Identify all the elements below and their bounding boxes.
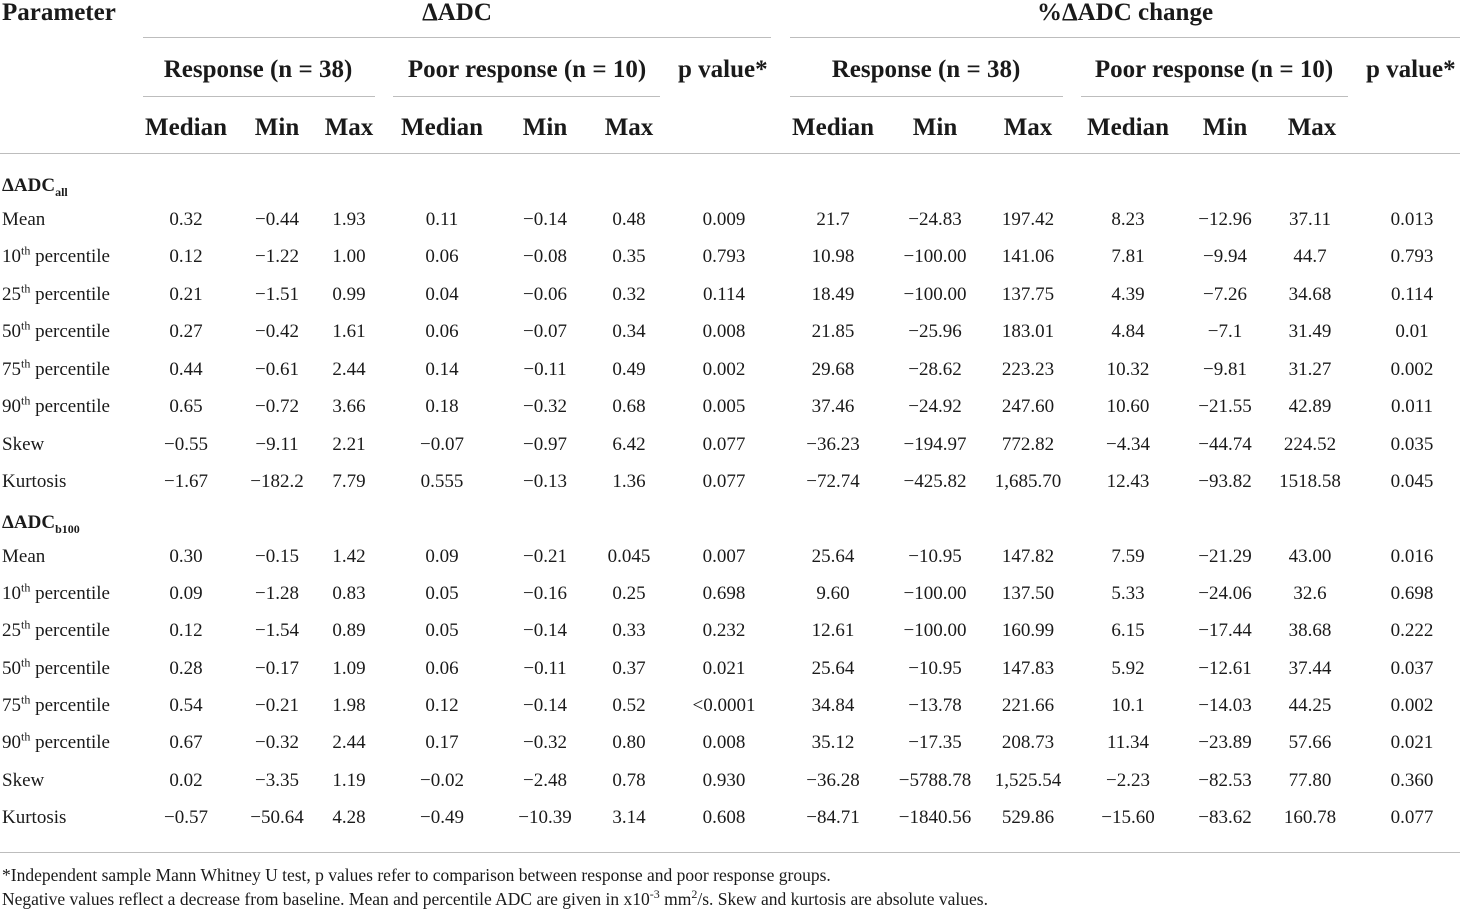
table-cell: 3.14 bbox=[612, 807, 646, 828]
parameter-header: Parameter bbox=[2, 0, 116, 26]
table-cell: 0.05 bbox=[425, 583, 459, 604]
table-cell: −21.29 bbox=[1198, 546, 1252, 567]
table-cell: 2.44 bbox=[332, 732, 366, 753]
table-cell: 0.48 bbox=[612, 209, 646, 230]
table-cell: 0.21 bbox=[169, 284, 203, 305]
table-cell: −10.39 bbox=[518, 807, 572, 828]
table-cell: 1.42 bbox=[332, 546, 366, 567]
table-cell: −0.07 bbox=[523, 321, 567, 342]
table-cell: 12.43 bbox=[1106, 471, 1150, 492]
table-cell: −25.96 bbox=[908, 321, 962, 342]
table-cell: 1518.58 bbox=[1279, 471, 1341, 492]
table-cell: 42.89 bbox=[1288, 396, 1332, 417]
table-cell: 35.12 bbox=[811, 732, 855, 753]
section-title-adc-b100: $\Delta ADC_{b100}$ bbox=[2, 512, 80, 536]
table-cell: 1.93 bbox=[332, 209, 366, 230]
table-cell: 0.114 bbox=[702, 284, 746, 305]
table-cell: 21.7 bbox=[816, 209, 850, 230]
table-cell: 0.077 bbox=[702, 471, 746, 492]
table-cell: 0.09 bbox=[425, 546, 459, 567]
table-cell: −0.61 bbox=[255, 359, 299, 380]
row-label: 50th percentile bbox=[2, 318, 110, 342]
table-cell: 224.52 bbox=[1283, 434, 1337, 455]
table-cell: 183.01 bbox=[1001, 321, 1055, 342]
table-cell: −0.14 bbox=[523, 620, 567, 641]
table-cell: 0.17 bbox=[425, 732, 459, 753]
table-cell: −425.82 bbox=[903, 471, 967, 492]
table-cell: −23.89 bbox=[1198, 732, 1252, 753]
table-cell: 0.008 bbox=[702, 732, 746, 753]
adc-response-header: Response (n = 38) bbox=[163, 56, 353, 83]
table-cell: 0.016 bbox=[1390, 546, 1434, 567]
table-cell: −14.03 bbox=[1198, 695, 1252, 716]
table-cell: 10.60 bbox=[1106, 396, 1150, 417]
table-cell: −0.49 bbox=[420, 807, 464, 828]
table-cell: 0.360 bbox=[1390, 770, 1434, 791]
table-cell: 147.83 bbox=[1001, 658, 1055, 679]
table-cell: 0.12 bbox=[425, 695, 459, 716]
table-cell: −3.35 bbox=[255, 770, 299, 791]
col-header-min: Min bbox=[912, 114, 958, 141]
row-label: Mean bbox=[2, 209, 46, 230]
table-cell: 0.33 bbox=[612, 620, 646, 641]
table-cell: 0.54 bbox=[169, 695, 203, 716]
table-cell: −9.11 bbox=[255, 434, 299, 455]
table-cell: 11.34 bbox=[1106, 732, 1150, 753]
col-header-min: Min bbox=[522, 114, 568, 141]
col-header-min: Min bbox=[1202, 114, 1248, 141]
table-cell: −10.95 bbox=[908, 658, 962, 679]
table-cell: −24.83 bbox=[908, 209, 962, 230]
row-label: 25th percentile bbox=[2, 617, 110, 641]
section-title-adc-all: $\Delta ADC_{all}$ bbox=[2, 175, 68, 199]
table-cell: 223.23 bbox=[1001, 359, 1055, 380]
table-cell: 34.68 bbox=[1288, 284, 1332, 305]
table-cell: 6.42 bbox=[612, 434, 646, 455]
footnote-test: *Independent sample Mann Whitney U test, p values refer to comparison between response and poor response groups. bbox=[2, 865, 831, 885]
table-cell: 141.06 bbox=[1001, 246, 1055, 267]
table-cell: 0.021 bbox=[702, 658, 746, 679]
table-bottom-rule bbox=[0, 852, 1460, 853]
table-cell: −100.00 bbox=[903, 284, 967, 305]
table-cell: 1.61 bbox=[332, 321, 366, 342]
table-cell: 77.80 bbox=[1288, 770, 1332, 791]
table-cell: 0.077 bbox=[1390, 807, 1434, 828]
table-cell: 0.005 bbox=[702, 396, 746, 417]
divider-adc-response bbox=[143, 96, 375, 97]
table-cell: 2.21 bbox=[332, 434, 366, 455]
table-cell: 12.61 bbox=[811, 620, 855, 641]
table-cell: 0.67 bbox=[169, 732, 203, 753]
table-cell: −10.95 bbox=[908, 546, 962, 567]
table-cell: 0.25 bbox=[612, 583, 646, 604]
table-cell: −72.74 bbox=[806, 471, 860, 492]
table-cell: 0.12 bbox=[169, 620, 203, 641]
table-cell: 0.49 bbox=[612, 359, 646, 380]
adc-poor-response-header: Poor response (n = 10) bbox=[407, 56, 647, 83]
table-cell: −0.32 bbox=[255, 732, 299, 753]
table-cell: 0.18 bbox=[425, 396, 459, 417]
table-cell: 0.608 bbox=[702, 807, 746, 828]
table-cell: −12.96 bbox=[1198, 209, 1252, 230]
table-cell: 0.89 bbox=[332, 620, 366, 641]
table-cell: 0.01 bbox=[1395, 321, 1429, 342]
table-cell: 0.037 bbox=[1390, 658, 1434, 679]
adc-group-header: ΔADC bbox=[422, 0, 492, 26]
table-cell: −0.06 bbox=[523, 284, 567, 305]
table-cell: −0.11 bbox=[523, 658, 567, 679]
table-cell: −1.67 bbox=[164, 471, 208, 492]
table-cell: −84.71 bbox=[806, 807, 860, 828]
table-cell: 37.44 bbox=[1288, 658, 1332, 679]
table-cell: 7.59 bbox=[1111, 546, 1145, 567]
table-cell: 0.35 bbox=[612, 246, 646, 267]
table-cell: 2.44 bbox=[332, 359, 366, 380]
table-cell: 0.80 bbox=[612, 732, 646, 753]
table-cell: 1.36 bbox=[612, 471, 646, 492]
table-cell: 0.09 bbox=[169, 583, 203, 604]
col-header-median: Median bbox=[401, 114, 483, 141]
table-cell: 1.98 bbox=[332, 695, 366, 716]
table-cell: 137.75 bbox=[1001, 284, 1055, 305]
table-cell: −50.64 bbox=[250, 807, 304, 828]
table-cell: −36.28 bbox=[806, 770, 860, 791]
table-cell: 0.222 bbox=[1390, 620, 1434, 641]
table-cell: −1.51 bbox=[255, 284, 299, 305]
table-cell: 0.011 bbox=[1390, 396, 1434, 417]
table-cell: 0.06 bbox=[425, 658, 459, 679]
table-cell: 38.68 bbox=[1288, 620, 1332, 641]
table-cell: 0.698 bbox=[702, 583, 746, 604]
table-cell: −0.72 bbox=[255, 396, 299, 417]
table-cell: 0.65 bbox=[169, 396, 203, 417]
table-cell: 0.04 bbox=[425, 284, 459, 305]
col-header-median: Median bbox=[145, 114, 227, 141]
divider-adc-group bbox=[143, 37, 771, 38]
table-cell: 8.23 bbox=[1111, 209, 1145, 230]
table-cell: −100.00 bbox=[903, 246, 967, 267]
table-cell: −0.08 bbox=[523, 246, 567, 267]
table-cell: 529.86 bbox=[1001, 807, 1055, 828]
table-cell: −9.94 bbox=[1203, 246, 1247, 267]
table-cell: 43.00 bbox=[1288, 546, 1332, 567]
table-cell: 7.79 bbox=[332, 471, 366, 492]
table-cell: −0.57 bbox=[164, 807, 208, 828]
table-cell: −7.1 bbox=[1207, 321, 1243, 342]
table-cell: 247.60 bbox=[1001, 396, 1055, 417]
table-cell: −13.78 bbox=[908, 695, 962, 716]
table-cell: 147.82 bbox=[1001, 546, 1055, 567]
table-cell: 0.14 bbox=[425, 359, 459, 380]
table-cell: 5.92 bbox=[1111, 658, 1145, 679]
table-cell: 29.68 bbox=[811, 359, 855, 380]
table-cell: 0.930 bbox=[702, 770, 746, 791]
table-cell: 0.06 bbox=[425, 246, 459, 267]
table-cell: −0.32 bbox=[523, 396, 567, 417]
table-cell: 4.84 bbox=[1111, 321, 1145, 342]
table-cell: 37.11 bbox=[1288, 209, 1332, 230]
table-cell: 10.32 bbox=[1106, 359, 1150, 380]
col-header-max: Max bbox=[1287, 114, 1337, 141]
table-cell: 25.64 bbox=[811, 546, 855, 567]
table-cell: −0.15 bbox=[255, 546, 299, 567]
table-cell: 0.32 bbox=[612, 284, 646, 305]
table-cell: −82.53 bbox=[1198, 770, 1252, 791]
pct-poor-response-header: Poor response (n = 10) bbox=[1094, 56, 1334, 83]
table-cell: 137.50 bbox=[1001, 583, 1055, 604]
table-cell: −4.34 bbox=[1106, 434, 1150, 455]
table-cell: −93.82 bbox=[1198, 471, 1252, 492]
col-header-median: Median bbox=[792, 114, 874, 141]
table-cell: 221.66 bbox=[1001, 695, 1055, 716]
table-cell: −0.44 bbox=[255, 209, 299, 230]
table-cell: −44.74 bbox=[1198, 434, 1252, 455]
table-cell: −0.97 bbox=[523, 434, 567, 455]
table-cell: 0.009 bbox=[702, 209, 746, 230]
table-cell: −182.2 bbox=[250, 471, 304, 492]
pct-adc-group-header: %ΔADC change bbox=[1036, 0, 1214, 26]
row-label: Skew bbox=[2, 434, 45, 455]
table-cell: 37.46 bbox=[811, 396, 855, 417]
table-cell: 0.045 bbox=[1390, 471, 1434, 492]
divider-adc-poor bbox=[393, 96, 660, 97]
table-cell: 0.008 bbox=[702, 321, 746, 342]
table-cell: 160.78 bbox=[1283, 807, 1337, 828]
table-cell: 0.05 bbox=[425, 620, 459, 641]
table-cell: 208.73 bbox=[1001, 732, 1055, 753]
table-cell: 0.27 bbox=[169, 321, 203, 342]
col-header-max: Max bbox=[1003, 114, 1053, 141]
table-cell: 18.49 bbox=[811, 284, 855, 305]
row-label: 75th percentile bbox=[2, 356, 110, 380]
table-cell: −1.54 bbox=[255, 620, 299, 641]
table-cell: 31.49 bbox=[1288, 321, 1332, 342]
table-cell: 0.002 bbox=[1390, 359, 1434, 380]
table-cell: 0.555 bbox=[420, 471, 464, 492]
pct-p-value-header: p value* bbox=[1366, 56, 1456, 83]
pct-response-header: Response (n = 38) bbox=[831, 56, 1021, 83]
table-cell: −0.07 bbox=[420, 434, 464, 455]
table-cell: 0.698 bbox=[1390, 583, 1434, 604]
col-header-min: Min bbox=[254, 114, 300, 141]
row-label: Kurtosis bbox=[2, 471, 67, 492]
table-cell: 0.30 bbox=[169, 546, 203, 567]
table-cell: −17.44 bbox=[1198, 620, 1252, 641]
table-cell: 0.44 bbox=[169, 359, 203, 380]
row-label: 90th percentile bbox=[2, 393, 110, 417]
table-cell: −0.11 bbox=[523, 359, 567, 380]
table-cell: −9.81 bbox=[1203, 359, 1247, 380]
table-cell: 0.002 bbox=[702, 359, 746, 380]
table-cell: 1.09 bbox=[332, 658, 366, 679]
table-cell: 0.045 bbox=[607, 546, 651, 567]
table-cell: 197.42 bbox=[1001, 209, 1055, 230]
table-cell: −5788.78 bbox=[898, 770, 972, 791]
table-cell: −0.02 bbox=[420, 770, 464, 791]
table-cell: 0.52 bbox=[612, 695, 646, 716]
table-cell: 0.013 bbox=[1390, 209, 1434, 230]
table-cell: −0.16 bbox=[523, 583, 567, 604]
table-cell: −1.28 bbox=[255, 583, 299, 604]
table-cell: −2.23 bbox=[1106, 770, 1150, 791]
table-cell: 0.021 bbox=[1390, 732, 1434, 753]
table-cell: 0.114 bbox=[1390, 284, 1434, 305]
table-cell: 44.7 bbox=[1293, 246, 1327, 267]
row-label: 25th percentile bbox=[2, 281, 110, 305]
divider-pct-group bbox=[790, 37, 1460, 38]
table-cell: 0.007 bbox=[702, 546, 746, 567]
table-cell: −0.14 bbox=[523, 695, 567, 716]
table-cell: <0.0001 bbox=[692, 695, 756, 716]
table-cell: 21.85 bbox=[811, 321, 855, 342]
table-cell: −1.22 bbox=[255, 246, 299, 267]
table-cell: 34.84 bbox=[811, 695, 855, 716]
col-header-median: Median bbox=[1087, 114, 1169, 141]
table-cell: 0.002 bbox=[1390, 695, 1434, 716]
col-header-max: Max bbox=[604, 114, 654, 141]
table-cell: 1,685.70 bbox=[994, 471, 1062, 492]
table-cell: 10.1 bbox=[1111, 695, 1145, 716]
table-cell: −24.92 bbox=[908, 396, 962, 417]
table-cell: 0.035 bbox=[1390, 434, 1434, 455]
table-cell: −12.61 bbox=[1198, 658, 1252, 679]
row-label: 10th percentile bbox=[2, 243, 110, 267]
row-label: 10th percentile bbox=[2, 580, 110, 604]
table-cell: 0.077 bbox=[702, 434, 746, 455]
table-cell: 0.12 bbox=[169, 246, 203, 267]
table-cell: −100.00 bbox=[903, 583, 967, 604]
table-cell: 0.34 bbox=[612, 321, 646, 342]
table-cell: 31.27 bbox=[1288, 359, 1332, 380]
table-cell: −2.48 bbox=[523, 770, 567, 791]
table-cell: 0.11 bbox=[425, 209, 459, 230]
table-cell: −1840.56 bbox=[898, 807, 972, 828]
table-cell: 0.28 bbox=[169, 658, 203, 679]
table-cell: −0.21 bbox=[255, 695, 299, 716]
table-cell: −21.55 bbox=[1198, 396, 1252, 417]
table-cell: −194.97 bbox=[903, 434, 967, 455]
table-cell: 0.06 bbox=[425, 321, 459, 342]
table-cell: 0.32 bbox=[169, 209, 203, 230]
table-cell: −0.55 bbox=[164, 434, 208, 455]
table-cell: −28.62 bbox=[908, 359, 962, 380]
table-cell: 25.64 bbox=[811, 658, 855, 679]
table-cell: −0.21 bbox=[523, 546, 567, 567]
table-cell: 44.25 bbox=[1288, 695, 1332, 716]
row-label: 50th percentile bbox=[2, 655, 110, 679]
col-header-max: Max bbox=[324, 114, 374, 141]
table-cell: −83.62 bbox=[1198, 807, 1252, 828]
row-label: Mean bbox=[2, 546, 46, 567]
table-cell: 3.66 bbox=[332, 396, 366, 417]
table-cell: 0.37 bbox=[612, 658, 646, 679]
table-cell: 32.6 bbox=[1293, 583, 1327, 604]
table-cell: 4.28 bbox=[332, 807, 366, 828]
table-cell: 0.793 bbox=[1390, 246, 1434, 267]
divider-pct-poor bbox=[1081, 96, 1348, 97]
table-cell: 0.83 bbox=[332, 583, 366, 604]
table-cell: 5.33 bbox=[1111, 583, 1145, 604]
table-cell: 1,525.54 bbox=[994, 770, 1062, 791]
table-cell: −24.06 bbox=[1198, 583, 1252, 604]
table-cell: −17.35 bbox=[908, 732, 962, 753]
row-label: Kurtosis bbox=[2, 807, 67, 828]
table-cell: 0.02 bbox=[169, 770, 203, 791]
footnote-units: Negative values reflect a decrease from baseline. Mean and percentile ADC are given in $x10^{-3}$ $mm^2/s$. Skew and kurtosis are absolute values. bbox=[2, 887, 988, 909]
header-bottom-rule bbox=[0, 153, 1460, 154]
row-label: Skew bbox=[2, 770, 45, 791]
table-cell: −100.00 bbox=[903, 620, 967, 641]
row-label: 90th percentile bbox=[2, 729, 110, 753]
table-cell: −0.13 bbox=[523, 471, 567, 492]
table-cell: 9.60 bbox=[816, 583, 850, 604]
divider-pct-response bbox=[790, 96, 1063, 97]
adc-p-value-header: p value* bbox=[678, 56, 768, 83]
table-cell: 7.81 bbox=[1111, 246, 1145, 267]
table-cell: 0.793 bbox=[702, 246, 746, 267]
table-cell: 0.68 bbox=[612, 396, 646, 417]
table-cell: 6.15 bbox=[1111, 620, 1145, 641]
table-cell: 772.82 bbox=[1001, 434, 1055, 455]
table-cell: 0.232 bbox=[702, 620, 746, 641]
table-cell: 57.66 bbox=[1288, 732, 1332, 753]
table-cell: 0.99 bbox=[332, 284, 366, 305]
table-cell: −7.26 bbox=[1203, 284, 1247, 305]
table-cell: −36.23 bbox=[806, 434, 860, 455]
table-cell: 160.99 bbox=[1001, 620, 1055, 641]
table-cell: −0.32 bbox=[523, 732, 567, 753]
table-cell: 1.19 bbox=[332, 770, 366, 791]
table-cell: 1.00 bbox=[332, 246, 366, 267]
row-label: 75th percentile bbox=[2, 692, 110, 716]
table-cell: −15.60 bbox=[1101, 807, 1155, 828]
table-cell: −0.14 bbox=[523, 209, 567, 230]
table-cell: 0.78 bbox=[612, 770, 646, 791]
table-cell: 10.98 bbox=[811, 246, 855, 267]
table-cell: 4.39 bbox=[1111, 284, 1145, 305]
table-cell: −0.17 bbox=[255, 658, 299, 679]
table-cell: −0.42 bbox=[255, 321, 299, 342]
